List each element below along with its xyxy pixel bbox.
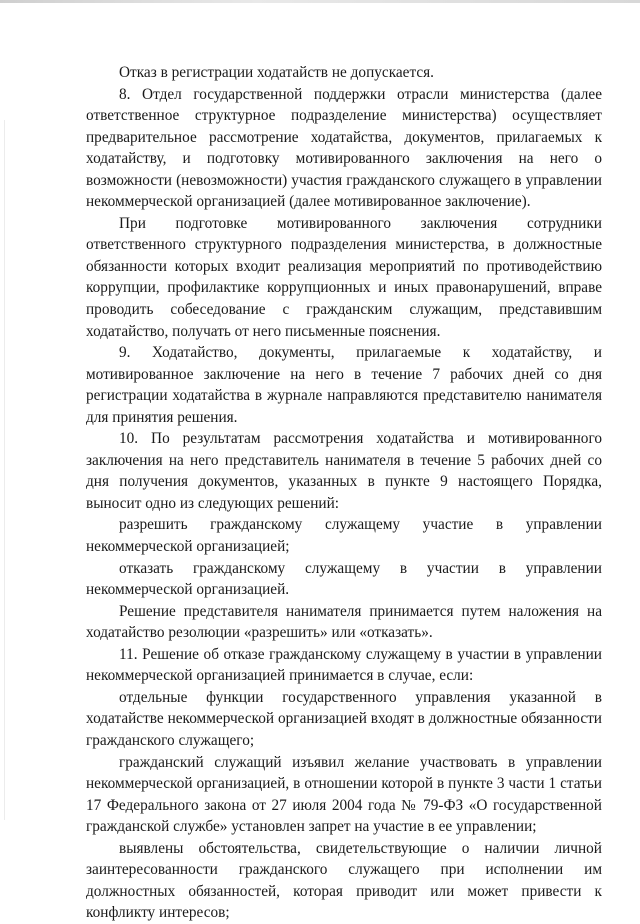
paragraph-resolution: Решение представителя нанимателя принимается путем наложения на ходатайство резолюции «разрешить» или «отказать». — [86, 602, 602, 642]
paragraph-item-10: 10. По результатам рассмотрения ходатайства и мотивированного заключения на него представитель нанимателя в течение 5 рабочих дней со дня получения документов, указанных в пункте 9 настоящего Порядка, выносит одно из следующих решений: — [86, 430, 602, 512]
scan-edge-top — [0, 0, 640, 3]
paragraph-reason-functions: отдельные функции государственного управления указанной в ходатайстве некоммерческой организацией входят в должностные обязанности гражданского служащего; — [86, 688, 602, 749]
paragraph-decision-refuse: отказать гражданскому служащему в участии в управлении некоммерческой организацией. — [86, 559, 602, 599]
scan-edge-left — [4, 120, 5, 820]
paragraph-item-11: 11. Решение об отказе гражданскому служащему в участии в управлении некоммерческой организацией принимается в случае, если: — [86, 645, 602, 685]
paragraph-refusal-note: Отказ в регистрации ходатайств не допускается. — [119, 64, 434, 81]
paragraph-reason-conflict: выявлены обстоятельства, свидетельствующие о наличии личной заинтересованности гражданского служащего при исполнении им должностных обязанностей, которая приводит или может привести к конфликту интересов; — [86, 839, 602, 922]
paragraph-reason-prohibition: гражданский служащий изъявил желание участвовать в управлении некоммерческой организацией, в отношении которой в пункте 3 части 1 статьи 17 Федерального закона от 27 июля 2004 года № 79-ФЗ «О государственной гражданской службе» установлен запрет на участие в ее управлении; — [86, 753, 602, 836]
paragraph-interview: При подготовке мотивированного заключения сотрудники ответственного структурного подразделения министерства, в должностные обязанности которых входит реализация мероприятий по противодействию коррупции, профилактике коррупционных и иных правонарушений, вправе проводить собеседование с гражданским служащим, представившим ходатайство, получать от него письменные пояснения. — [86, 214, 602, 340]
paragraph-decision-allow: разрешить гражданскому служащему участие в управлении некоммерческой организацией; — [86, 516, 602, 556]
paragraph-item-8: 8. Отдел государственной поддержки отрасли министерства (далее ответственное структурное подразделение министерства) осуществляет предварительное рассмотрение ходатайства, документов, прилагаемых к ходатайству, и подготовку мотивированного заключения на него о возможности (невозможности) участия гражданского служащего в управлении некоммерческой организацией (далее мотивированное заключение). — [86, 85, 602, 211]
paragraph-item-9: 9. Ходатайство, документы, прилагаемые к ходатайству, и мотивированное заключение на него в течение 7 рабочих дней со дня регистрации ходатайства в журнале направляются представителю нанимателя для принятия решения. — [86, 344, 602, 426]
document-page — [86, 62, 602, 924]
